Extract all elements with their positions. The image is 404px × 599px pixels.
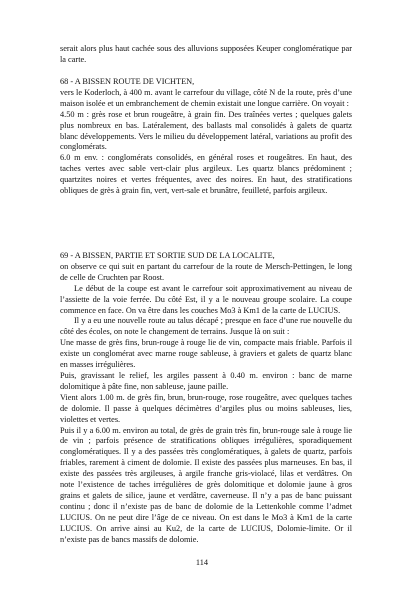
section-69-paragraph-3: Il y a eu une nouvelle route au talus décapé ; presque en face d’une rue nouvelle du côté des écoles, on note le changement de terrains. Jusque là on suit : [60, 316, 352, 337]
section-68-paragraph-1: vers le Koderloch, à 400 m. avant le carrefour du village, côté N de la route, près d’une maison isolée et un embranchement de chemin existait une longue carrière. On voyait : [60, 87, 352, 108]
section-68-paragraph-3: 6.0 m env. : conglomérats consolidés, en général roses et rougeâtres. En haut, des taches vertes avec sable vert-clair plus argileux. Les quartz blancs prédominent ; quartzites noires et vertes fréquentes, avec des noires. En haut, des stratifications obliques de grès à grain fin, vert, vert-sale et brunâtre, feuilleté, parfois argileux. [60, 153, 352, 196]
section-69-paragraph-2: Le début de la coupe est avant le carrefour soit approximativement au niveau de l’assiette de la voie ferrée. Du côté Est, il y a le nouveau groupe scolaire. La coupe commence en face. On va être dans les couches Mo3 à Km1 de la carte de LUCIUS. [60, 283, 352, 315]
section-69 [60, 251, 352, 545]
section-68 [60, 77, 352, 197]
section-68-paragraph-2: 4.50 m : grès rose et brun rougeâtre, à grain fin. Des traînées vertes ; quelques galets plus nombreux en bas. Latéralement, des ballasts mal consolidés à galets de quartz blanc développements. Vers le milieu du développement latéral, variations au profit des conglomérats. [60, 109, 352, 152]
page-number: 114 [195, 558, 209, 567]
section-68-heading: 68 - A BISSEN ROUTE DE VICHTEN, [60, 77, 195, 86]
section-69-paragraph-6: Vient alors 1.00 m. de grès fin, brun, brun-rouge, rose rougeâtre, avec quelques taches de dolomie. Il passe à quelques décimètres d’argiles plus ou moins sableuses, lies, violettes et vertes. [60, 392, 352, 424]
section-69-paragraph-1: on observe ce qui suit en partant du carrefour de la route de Mersch-Pettingen, le long de celle de Cruchten par Roost. [60, 261, 352, 282]
section-69-heading: 69 - A BISSEN, PARTIE ET SORTIE SUD DE LA LOCALITE, [60, 251, 275, 260]
intro-paragraph [60, 44, 352, 66]
section-69-paragraph-5: Puis, gravissant le relief, les argiles passent à 0.40 m. environ : banc de marne dolomitique à pâte fine, non sableuse, jaune paille. [60, 370, 352, 391]
section-69-paragraph-7: Puis il y a 6.00 m. environ au total, de grès de grain très fin, brun-rouge sale à rouge lie de vin ; parfois présence de stratifications obliques irrégulières, sporadiquement conglomératiques. Il y a des passées très conglomératiques, à galets de quartz, parfois friables, rarement à ciment de dolomie. Il existe des passées plus marneuses. En bas, il existe des passées très argileuses, à argile franche gris-violacé, lilas et verdâtres. On note l’existence de taches irrégulières de grès dolomitique et dolomie jaune à gros grains et galets de silice, jaune et verdâtre, caverneuse. Il n’y a pas de banc puissant continu ; donc il n’existe pas de banc de dolomie de la Lettenkohle comme l’admet LUCIUS. On ne peut dire l’âge de ce niveau. On est dans le Mo3 à Km1 de la carte LUCIUS. On arrive ainsi au Ku2, de la carte de LUCIUS, Dolomie-limite. Or il n’existe pas de bancs massifs de dolomie. [60, 425, 352, 544]
section-69-paragraph-4: Une masse de grès fins, brun-rouge à rouge lie de vin, compacte mais friable. Parfois il existe un conglomérat avec marne rouge sableuse, à graviers et galets de quartz blanc en masses irrégulières. [60, 338, 352, 370]
intro-text: serait alors plus haut cachée sous des alluvions supposées Keuper conglomératique par la carte. [60, 44, 352, 64]
